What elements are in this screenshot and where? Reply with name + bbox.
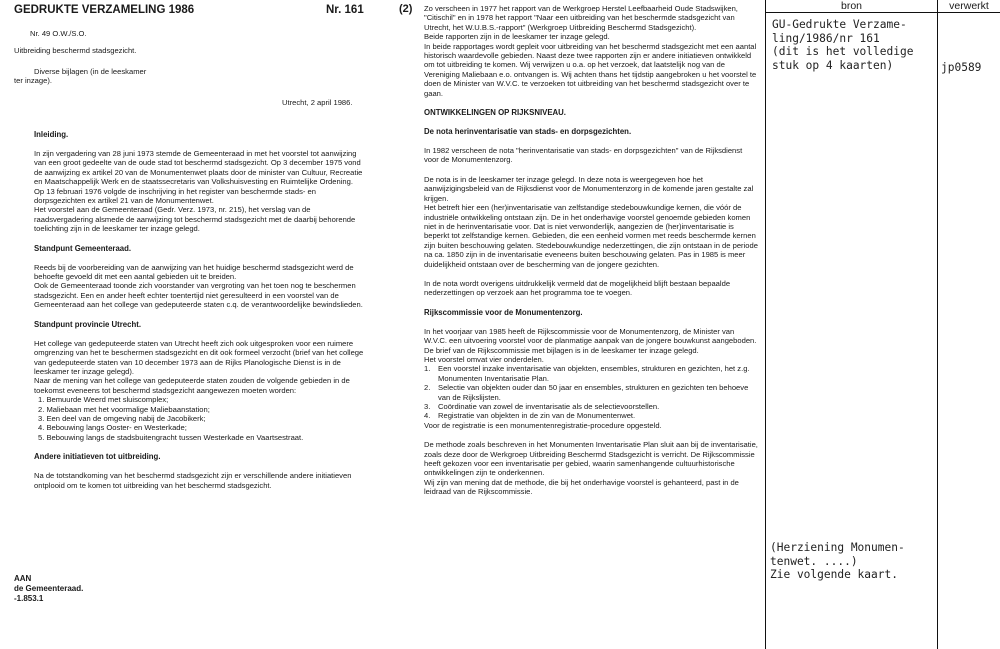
paragraph: In het voorjaar van 1985 heeft de Rijkscommissie voor de Monumentenzorg, de Minister van W.V.C. een uitvoering voorstel voor de planmatige aanpak van de jongere bouwkunst aangeboden. De brief van de Rijkscommissie met bijlagen is in de leeskamer ter inzage gelegd. Het voorstel omvat vier onderdelen. xyxy=(424,326,757,364)
page-mark: (2) xyxy=(399,3,413,15)
paragraph: In 1982 verscheen de nota "herinventarisatie van stads- en dorpsgezichten" van de Rijksdienst voor de Monumentenzorg. xyxy=(424,146,743,165)
card-code: jp0589 xyxy=(941,61,982,74)
list-text: Selectie van objekten ouder dan 50 jaar en ensembles, strukturen en gezichten ten behoeve van de Rijkslijsten. xyxy=(438,383,749,402)
card-column-divider xyxy=(937,0,938,649)
subsection-heading: Rijkscommissie voor de Monumentenzorg. xyxy=(424,307,583,317)
subject-line: Uitbreiding beschermd stadsgezicht. xyxy=(14,46,137,55)
paragraph: De nota is in de leeskamer ter inzage gelegd. In deze nota is weergegeven hoe het aanwijzigingsbeleid van de Rijksdienst voor de Monumentenzorg in de komende jaren gestalte zal krijgen. Het betreft hier een (her)inventarisatie van zelfstandige stedebouwkundige kernen, die vóór de industriële ontwikkeling ontstaan zijn. De in het onderhavige voorstel genoemde gebieden komen niet in de herinventarisatie voor. Dat is niet verwonderlijk, aangezien de (her)inventarisatie is beperkt tot zelfstandige kernen. Gebieden, die een eenheid vormen met reeds beschermde kernen zijn buiten beschouwing gelaten. Stedebouwkundige nederzettingen, die zijn ontstaan in de periode na ca. 1850 zijn in de inventarisatie eveneens buiten beschouwing gelaten. Pas in 1985 is meer duidelijkheid ontstaan over de bescherming van de jongere gezichten. xyxy=(424,174,758,269)
section-heading: Standpunt Gemeenteraad. xyxy=(34,243,132,253)
right-body xyxy=(424,4,759,497)
card-left-border xyxy=(765,0,766,649)
card-entry: GU-Gedrukte Verzame- ling/1986/nr 161 (dit is het volledige stuk op 4 kaarten) xyxy=(772,18,914,72)
paragraph: Voor de registratie is een monumentenregistratie-procedure opgesteld. xyxy=(424,420,662,430)
column-header-verwerkt: verwerkt xyxy=(949,0,989,12)
card-note: (Herziening Monumen- tenwet. ....) Zie volgende kaart. xyxy=(770,541,905,582)
subsection-heading: De nota herinventarisatie van stads- en dorpsgezichten. xyxy=(424,127,632,137)
reference-number: Nr. 49 O.W./S.O. xyxy=(30,29,87,38)
list-number: 3. xyxy=(424,402,431,411)
document-title: GEDRUKTE VERZAMELING 1986 xyxy=(14,4,195,16)
addressee xyxy=(14,574,83,604)
section-heading: ONTWIKKELINGEN OP RIJKSNIVEAU. xyxy=(424,108,566,118)
section-heading: Andere initiatieven tot uitbreiding. xyxy=(34,452,161,462)
document-number: Nr. 161 xyxy=(326,4,364,16)
dateline: Utrecht, 2 april 1986. xyxy=(282,98,353,107)
section-text: Na de totstandkoming van het beschermd stadsgezicht zijn er verschillende andere initiatieven ontplooid om te komen tot uitbreiding van het beschermd stadsgezicht. xyxy=(34,471,352,490)
section-heading: Inleiding. xyxy=(34,130,69,139)
list-number: 2. xyxy=(424,383,431,393)
address-line: -1.853.1 xyxy=(14,594,44,603)
section-text: Reeds bij de voorbereiding van de aanwijzing van het huidige beschermd stadsgezicht werd de behoefte gevoeld dit met een aantal gebieden uit te breiden. Ook de Gemeenteraad toonde zich voorstander van vergroting van het toen nog te beschermen stadsgezicht. Een en ander heeft echter toentertijd niet geresulteerd in een voorstel van de Gemeenteraad aan het college van gedeputeerde staten c.q. de verantwoordelijke bewindslieden. xyxy=(34,262,363,310)
proposal-list xyxy=(424,364,759,420)
section-text: In zijn vergadering van 28 juni 1973 stemde de Gemeenteraad in met het voorstel tot aanwijzing van een groot gedeelte van de oude stad tot beschermd stadsgezicht. Op 3 december 1975 vond de aanwijzing ex artikel 20 van de Monumentenwet plaats door de minister van Cultuur, Recreatie en Maatschappelijk Werk en de staatssecretaris van Volkshuisvesting en Ruimtelijke Ordening. Op 13 februari 1976 volgde de inschrijving in het register van beschermde stads- en dorpsgezichten ex artikel 21 van de Monumentenwet. Het voorstel aan de Gemeenteraad (Gedr. Verz. 1973, nr. 215), het verslag van de raadsvergadering alsmede de aanwijzing tot beschermd stadsgezicht met de daarbij behorende toelichting zijn in de leeskamer ter inzage gelegd. xyxy=(34,149,363,234)
list-text: Registratie van objekten in de zin van de Monumentenwet. xyxy=(438,411,636,421)
list-item: 5. Bebouwing langs de stadsbuitengracht tussen Westerkade en Vaartsestraat. xyxy=(38,432,304,442)
list-item: 2. Maliebaan met het voormalige Maliebaanstation; xyxy=(38,404,210,414)
address-line: de Gemeenteraad. xyxy=(14,584,84,593)
list-item xyxy=(424,411,759,420)
list-item: 4. Bebouwing langs Ooster- en Westerkade; xyxy=(38,423,187,433)
column-header-bron: bron xyxy=(840,0,862,12)
paragraph: De methode zoals beschreven in het Monumenten Inventarisatie Plan sluit aan bij de inventarisatie, zoals deze door de Werkgroep Uitbreiding Beschermd Stadsgezicht is verricht. De Rijkscommissie heeft gekozen voor een inventarisatie per gebied, waarin samenhangende cultuurhistorische ontwikkelingen zijn te onderkennen. Wij zijn van mening dat de methode, die bij het onderhavige voorstel is gehanteerd, past in de leidraad van de Rijkscommissie. xyxy=(424,440,758,497)
enclosure-line: ter inzage). xyxy=(14,76,52,86)
paragraph: In de nota wordt overigens uitdrukkelijk vermeld dat de mogelijkheid blijft bestaan bepaalde nederzettingen op verzoek aan het programma toe te voegen. xyxy=(424,278,731,298)
list-text: Coördinatie van zowel de inventarisatie als de selectievoorstellen. xyxy=(438,402,660,411)
section-heading: Standpunt provincie Utrecht. xyxy=(34,319,141,329)
list-item xyxy=(424,402,759,411)
intro-text: Zo verscheen in 1977 het rapport van de Werkgroep Herstel Leefbaarheid Oude Stadswijken, "Citischil" en in 1978 het rapport "Naar een uitbreiding van het beschermde stadsgezicht van Utrecht, het W.U.B.S.-rapport" (Werkgroep Uitbreiding Beschermd Stadsgezicht). Beide rapporten zijn in de leeskamer ter inzage gelegd. In beide rapportages wordt gepleit voor uitbreiding van het beschermd stadsgezicht met een aantal historisch waardevolle gebieden. Naast deze twee rapporten zijn er andere initiatieven ontwikkeld om tot uitbreiding te komen. Wij verwijzen u o.a. op het verzoek, dat laatstelijk nog van de Vereniging Maliebaan e.o. ontvangen is. Wij achten thans het tijdstip aangebroken u het voorstel te doen de Minister van W.V.C. te verzoeken tot uitbreiding van het beschermd stadsgezicht over te gaan. xyxy=(424,4,757,98)
enclosure-line: Diverse bijlagen (in de leeskamer xyxy=(34,67,147,76)
section-text: Het college van gedeputeerde staten van Utrecht heeft zich ook uitgesproken voor een ruimere omgrenzing van het te beschermen stadsgezicht en dit ook formeel verzocht (brief van het college van gedeputeerde staten van 10 december 1973 aan de Rijks Planologische Dienst is in de leeskamer ter inzage gelegd). Naar de mening van het college van gedeputeerde staten zouden de volgende gebieden in de toekomst eveneens tot beschermd stadsgezicht aangewezen moeten worden: xyxy=(34,338,364,395)
list-item: 1. Bemuurde Weerd met sluiscomplex; xyxy=(38,395,169,405)
list-number: 1. xyxy=(424,364,431,374)
area-list xyxy=(14,395,369,442)
left-body xyxy=(14,130,369,490)
enclosure-note xyxy=(14,67,146,86)
list-item xyxy=(424,383,759,402)
list-item: 3. Een deel van de omgeving nabij de Jacobikerk; xyxy=(38,413,206,423)
card-header-rule xyxy=(765,12,1000,13)
list-number: 4. xyxy=(424,411,431,421)
list-item xyxy=(424,364,759,383)
list-text: Een voorstel inzake inventarisatie van objekten, ensembles, strukturen en gezichten, het z.g. Monumenten Inventarisatie Plan. xyxy=(438,364,750,383)
address-line: AAN xyxy=(14,574,32,583)
